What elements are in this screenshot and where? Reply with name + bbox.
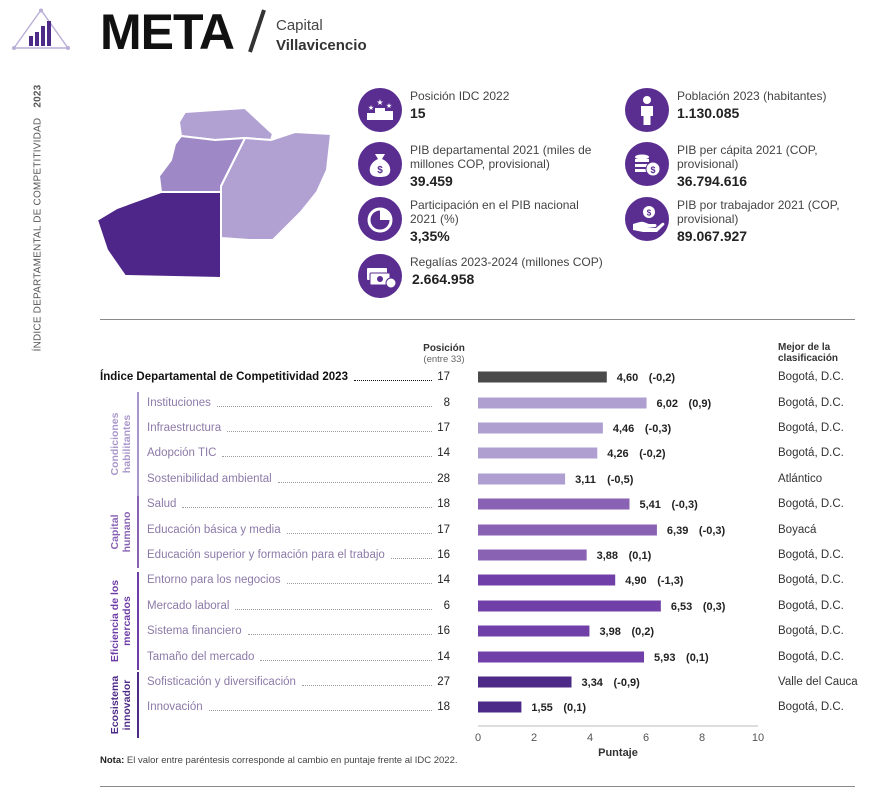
idc-logo-icon (10, 8, 72, 56)
row-position: 16 (437, 549, 450, 561)
group-label-text: Ecosistema innovador (109, 675, 133, 735)
row-position: 8 (443, 397, 450, 409)
row-dotted-leader (182, 507, 432, 508)
money-bag-icon (358, 142, 402, 186)
indicator-label: Posición IDC 2022 (410, 89, 510, 103)
section-divider-top (100, 319, 855, 320)
row-position: 17 (437, 371, 450, 383)
capital-label: Capital (276, 17, 323, 34)
title-slash (244, 6, 268, 54)
row-best-department: Bogotá, D.C. (778, 371, 844, 383)
group-label-eficiencia (106, 572, 136, 670)
row-label: Sostenibilidad ambiental (147, 473, 272, 485)
bar-change-label: (0,9) (688, 398, 712, 410)
row-best-department: Bogotá, D.C. (778, 498, 844, 510)
bar-value-label: 3,11 (575, 474, 596, 486)
hand-coin-icon (625, 197, 669, 241)
indicator-value: 2.664.958 (412, 271, 475, 287)
best-header: Mejor de la clasificación (778, 342, 839, 364)
row-best-department: Valle del Cauca (778, 676, 858, 688)
side-title-year: 2023 (32, 84, 44, 108)
group-label-capital (106, 496, 136, 568)
row-dotted-leader (222, 456, 432, 457)
bar-value-label: 3,34 (581, 677, 603, 689)
svg-text:★: ★ (376, 98, 384, 107)
side-title (28, 84, 48, 352)
x-tick-label: 4 (586, 732, 594, 744)
row-best-department: Bogotá, D.C. (778, 701, 844, 713)
bar-change-label: (-0,2) (639, 448, 666, 460)
row-dotted-leader (217, 406, 432, 407)
row-label: Infraestructura (147, 422, 222, 434)
indicator-value: 89.067.927 (677, 228, 748, 244)
coins-icon (625, 142, 669, 186)
indicator-value: 3,35% (410, 228, 450, 244)
x-axis-title: Puntaje (598, 747, 638, 759)
position-header (418, 343, 470, 365)
bar-change-label: (0,1) (628, 550, 652, 562)
bar-value-label: 3,88 (596, 550, 619, 562)
x-tick-label: 2 (530, 732, 538, 744)
row-position: 16 (437, 625, 450, 637)
note-prefix: Nota: (100, 755, 125, 766)
row-label: Educación básica y media (147, 524, 281, 536)
bar-change-label: (0,1) (686, 652, 709, 664)
row-best-department: Bogotá, D.C. (778, 625, 844, 637)
score-bar-chart (470, 360, 770, 760)
group-label-text: Condiciones habilitantes (109, 412, 133, 476)
bar-value-label: 3,98 (599, 626, 621, 638)
indicator-label: Participación en el PIB nacional 2021 (%) (410, 198, 579, 226)
indicator-value: 15 (410, 105, 426, 121)
bar (478, 575, 615, 586)
indicator-label: PIB departamental 2021 (miles de millones COP, provisional) (410, 143, 592, 171)
x-tick-label: 0 (474, 732, 482, 744)
bar-value-label: 4,90 (625, 575, 647, 587)
svg-text:$: $ (377, 165, 383, 176)
bar-change-label: (0,3) (702, 601, 726, 613)
bar-change-label: (-0,5) (607, 474, 634, 486)
bar-value-label: 6,39 (666, 525, 689, 537)
bar-value-label: 1,55 (531, 702, 553, 714)
row-best-department: Bogotá, D.C. (778, 574, 844, 586)
bar-change-label: (-0,3) (671, 499, 698, 511)
row-best-department: Bogotá, D.C. (778, 447, 844, 459)
row-label: Tamaño del mercado (147, 651, 255, 663)
bar-change-label: (-0,3) (644, 423, 672, 435)
section-divider-bottom (100, 786, 855, 787)
svg-text:$: $ (650, 165, 656, 175)
bar-value-label: 4,60 (616, 372, 639, 384)
row-label: Educación superior y formación para el trabajo (147, 549, 385, 561)
bar-change-label: (-0,9) (613, 677, 640, 689)
bar-change-label: (-0,3) (698, 525, 726, 537)
row-dotted-leader (227, 431, 432, 432)
group-label-condiciones (106, 392, 136, 496)
person-icon (625, 88, 669, 132)
row-best-department: Boyacá (778, 524, 817, 536)
bar (478, 601, 661, 612)
row-position: 17 (437, 422, 450, 434)
x-tick-label: 10 (751, 732, 765, 744)
row-label: Índice Departamental de Competitividad 2023 (100, 371, 348, 383)
bar (478, 398, 647, 409)
bar-change-label: (0,2) (631, 626, 655, 638)
bar-change-label: (-0,2) (648, 372, 676, 384)
cash-icon (358, 254, 402, 298)
bar (478, 626, 589, 637)
group-bar-eficiencia (137, 572, 139, 670)
note-text: El valor entre paréntesis corresponde al cambio en puntaje frente al IDC 2022. (124, 755, 458, 766)
bar-value-label: 6,02 (656, 398, 678, 410)
row-dotted-leader (260, 660, 432, 661)
row-dotted-leader (302, 685, 432, 686)
row-label: Entorno para los negocios (147, 574, 281, 586)
bar-value-label: 5,41 (639, 499, 661, 511)
row-dotted-leader (278, 482, 432, 483)
row-label: Innovación (147, 701, 203, 713)
svg-text:★: ★ (385, 103, 393, 110)
group-bar-condiciones (137, 392, 139, 496)
row-dotted-leader (235, 609, 432, 610)
bar-value-label: 4,46 (612, 423, 635, 435)
indicator-value: 1.130.085 (677, 105, 740, 121)
row-position: 17 (437, 524, 450, 536)
map-region-capital (97, 192, 221, 278)
row-position: 14 (437, 651, 450, 663)
indicator-value: 39.459 (410, 173, 453, 189)
indicator-label: Población 2023 (habitantes) (677, 89, 827, 103)
chart-note (100, 755, 458, 766)
department-title: META (100, 4, 234, 60)
group-bar-ecosistema (137, 672, 139, 738)
capital-city: Villavicencio (276, 37, 367, 54)
position-header-subtitle: (entre 33) (423, 354, 465, 365)
row-best-department: Bogotá, D.C. (778, 549, 844, 561)
row-best-department: Bogotá, D.C. (778, 600, 844, 612)
row-best-department: Bogotá, D.C. (778, 651, 844, 663)
row-dotted-leader (287, 583, 432, 584)
row-label: Sofisticación y diversificación (147, 676, 296, 688)
row-best-department: Bogotá, D.C. (778, 422, 844, 434)
svg-text:$: $ (646, 208, 652, 218)
position-header-title: Posición (423, 343, 465, 354)
bar-change-label: (0,1) (563, 702, 587, 714)
row-label: Salud (147, 498, 177, 510)
group-bar-capital (137, 496, 139, 568)
bar-value-label: 4,26 (607, 448, 629, 460)
row-best-department: Bogotá, D.C. (778, 397, 844, 409)
department-map (95, 100, 340, 280)
pie-chart-icon (358, 197, 402, 241)
row-position: 14 (437, 447, 450, 459)
row-dotted-leader (209, 710, 432, 711)
row-dotted-leader (248, 634, 432, 635)
map-region-north (179, 108, 273, 140)
indicator-label: Regalías 2023-2024 (millones COP) (410, 255, 603, 269)
group-label-text: Capital humano (109, 511, 133, 553)
indicator-label: PIB per cápita 2021 (COP, provisional) (677, 143, 818, 171)
podium-icon (358, 88, 402, 132)
bar (478, 499, 629, 510)
bar-value-label: 5,93 (654, 652, 676, 664)
row-label: Mercado laboral (147, 600, 230, 612)
group-label-text: Eficiencia de los mercados (109, 579, 133, 663)
bar (478, 474, 565, 485)
row-position: 18 (437, 701, 450, 713)
row-position: 6 (443, 600, 450, 612)
row-position: 28 (437, 473, 450, 485)
bar (478, 372, 607, 383)
row-label: Adopción TIC (147, 447, 217, 459)
bar (478, 677, 572, 688)
x-tick-label: 6 (642, 732, 650, 744)
row-label: Sistema financiero (147, 625, 242, 637)
row-label: Instituciones (147, 397, 211, 409)
bar (478, 525, 657, 536)
indicator-value: 36.794.616 (677, 173, 748, 189)
row-position: 14 (437, 574, 450, 586)
group-label-ecosistema (106, 672, 136, 738)
bar-change-label: (-1,3) (657, 575, 684, 587)
indicator-label: PIB por trabajador 2021 (COP, provisional) (677, 198, 840, 226)
bar-value-label: 6,53 (670, 601, 693, 613)
row-position: 27 (437, 676, 450, 688)
bar (478, 652, 644, 663)
x-tick-label: 8 (698, 732, 706, 744)
bar (478, 423, 603, 434)
row-best-department: Atlántico (778, 473, 823, 485)
bar (478, 550, 587, 561)
row-position: 18 (437, 498, 450, 510)
bar (478, 702, 521, 713)
row-dotted-leader (287, 533, 432, 534)
bar (478, 448, 597, 459)
side-title-text: ÍNDICE DEPARTAMENTAL DE COMPETITIVIDAD (32, 117, 44, 352)
svg-text:★: ★ (367, 105, 375, 112)
